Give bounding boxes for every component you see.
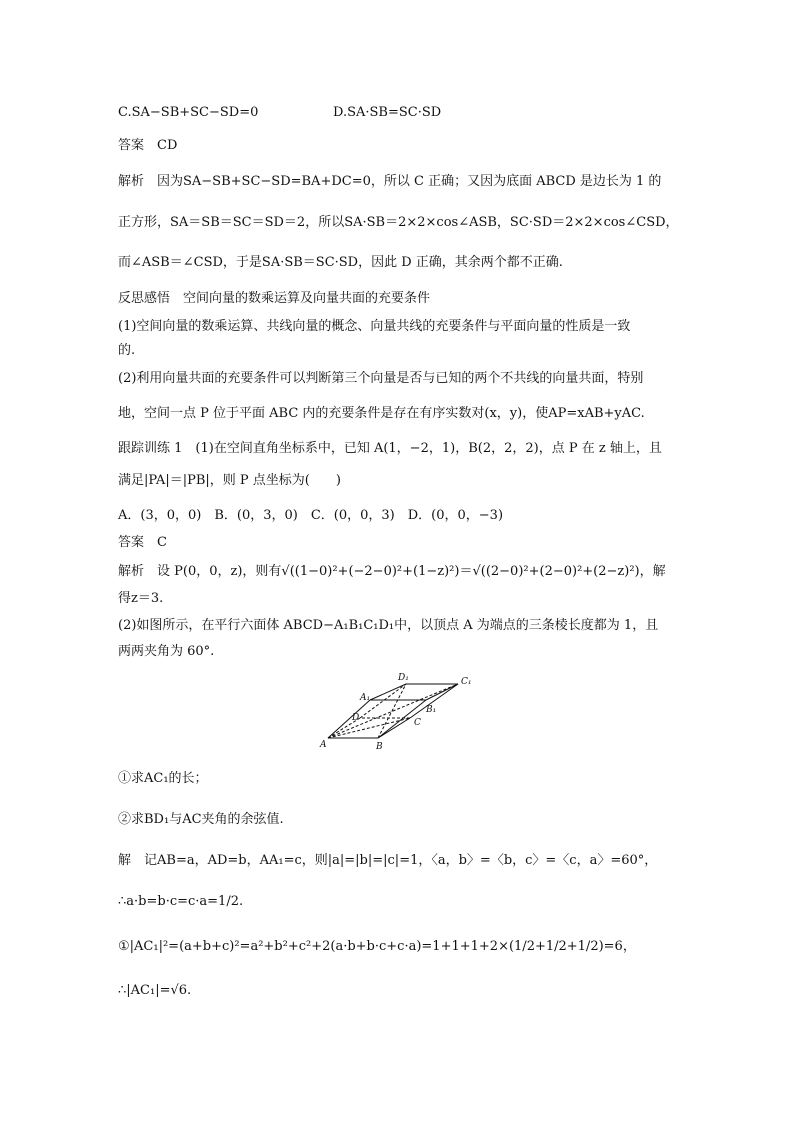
label-b1: B₁ <box>426 705 437 715</box>
question-2: ②求BD₁与AC夹角的余弦值. <box>118 812 284 827</box>
label-c: C <box>414 718 421 728</box>
edge-d1a1 <box>370 684 406 700</box>
label-a1: A₁ <box>360 693 371 703</box>
reflection-p1: (1)空间向量的数乘运算、共线向量的概念、向量共线的充要条件与平面向量的性质是一致 <box>118 319 631 334</box>
exercise-1-line-2: 满足|PA|＝|PB|，则 P 点坐标为( ) <box>118 473 341 488</box>
exercise-2-line-1: (2)如图所示，在平行六面体 ABCD−A₁B₁C₁D₁中，以顶点 A 为端点的三条棱长度都为 1，且 <box>118 618 659 633</box>
answer-1: 答案 CD <box>118 138 178 153</box>
parallelepiped-figure <box>318 668 482 756</box>
exercise-2-line-2: 两两夹角为 60°. <box>118 644 215 659</box>
reflection-p2-cont: 地，空间一点 P 位于平面 ABC 内的充要条件是存在有序实数对(x，y)，使AP=xAB+yAC. <box>118 406 645 421</box>
exercise-1-line-1: 跟踪训练 1 (1)在空间直角坐标系中，已知 A(1，−2，1)，B(2，2，2)，点 P 在 z 轴上，且 <box>118 441 662 456</box>
solution-line-2: ∴a·b=b·c=c·a=1/2. <box>118 894 244 909</box>
analysis-line-1: 解析 因为SA−SB+SC−SD=BA+DC=0，所以 C 正确；又因为底面 ABCD 是边长为 1 的 <box>118 174 662 189</box>
edge-aa1 <box>328 700 370 738</box>
exercise-1-options: A．(3，0，0) B．(0，3，0) C．(0，0，3) D．(0，0，−3) <box>118 508 504 523</box>
diag-ac1 <box>328 684 458 738</box>
reflection-p1-cont: 的. <box>118 343 136 358</box>
answer-2: 答案 C <box>118 535 167 550</box>
solution-line-4: ∴|AC₁|=√6. <box>118 983 192 998</box>
analysis-2-line-2: 得z＝3. <box>118 591 164 606</box>
analysis-line-3: 而∠ASB＝∠CSD，于是SA·SB＝SC·SD，因此 D 正确，其余两个都不正确. <box>118 255 563 270</box>
analysis-2-line-1: 解析 设 P(0，0，z)，则有√((1−0)²+(−2−0)²+(1−z)²)＝√((2−0)²+(2−0)²+(2−z)²)，解 <box>118 564 666 579</box>
label-c1: C₁ <box>461 677 472 687</box>
analysis-line-2: 正方形，SA＝SB＝SC＝SD＝2，所以SA·SB＝2×2×cos∠ASB，SC·SD＝2×2×cos∠CSD， <box>118 215 679 230</box>
label-b: B <box>376 742 383 752</box>
question-1: ①求AC₁的长； <box>118 771 208 786</box>
diag-ac <box>328 718 410 738</box>
option-c: C.SA−SB+SC−SD=0 <box>118 105 259 120</box>
solution-line-1: 解 记AB=a，AD=b，AA₁=c，则|a|=|b|=|c|=1，〈a，b〉=〈b，c〉=〈c，a〉=60°， <box>118 853 658 868</box>
label-d: D <box>352 713 360 723</box>
label-d1: D₁ <box>398 673 409 683</box>
option-d: D.SA·SB=SC·SD <box>333 105 442 120</box>
reflection-p2: (2)利用向量共面的充要条件可以判断第三个向量是否与已知的两个不共线的向量共面，特别 <box>118 371 644 386</box>
label-a: A <box>320 740 327 750</box>
reflection-heading: 反思感悟 空间向量的数乘运算及向量共面的充要条件 <box>118 291 431 306</box>
solution-line-3: ①|AC₁|²=(a+b+c)²=a²+b²+c²+2(a·b+b·c+c·a)=1+1+1+2×(1/2+1/2+1/2)=6， <box>118 939 636 954</box>
diag-bd1 <box>378 684 406 738</box>
